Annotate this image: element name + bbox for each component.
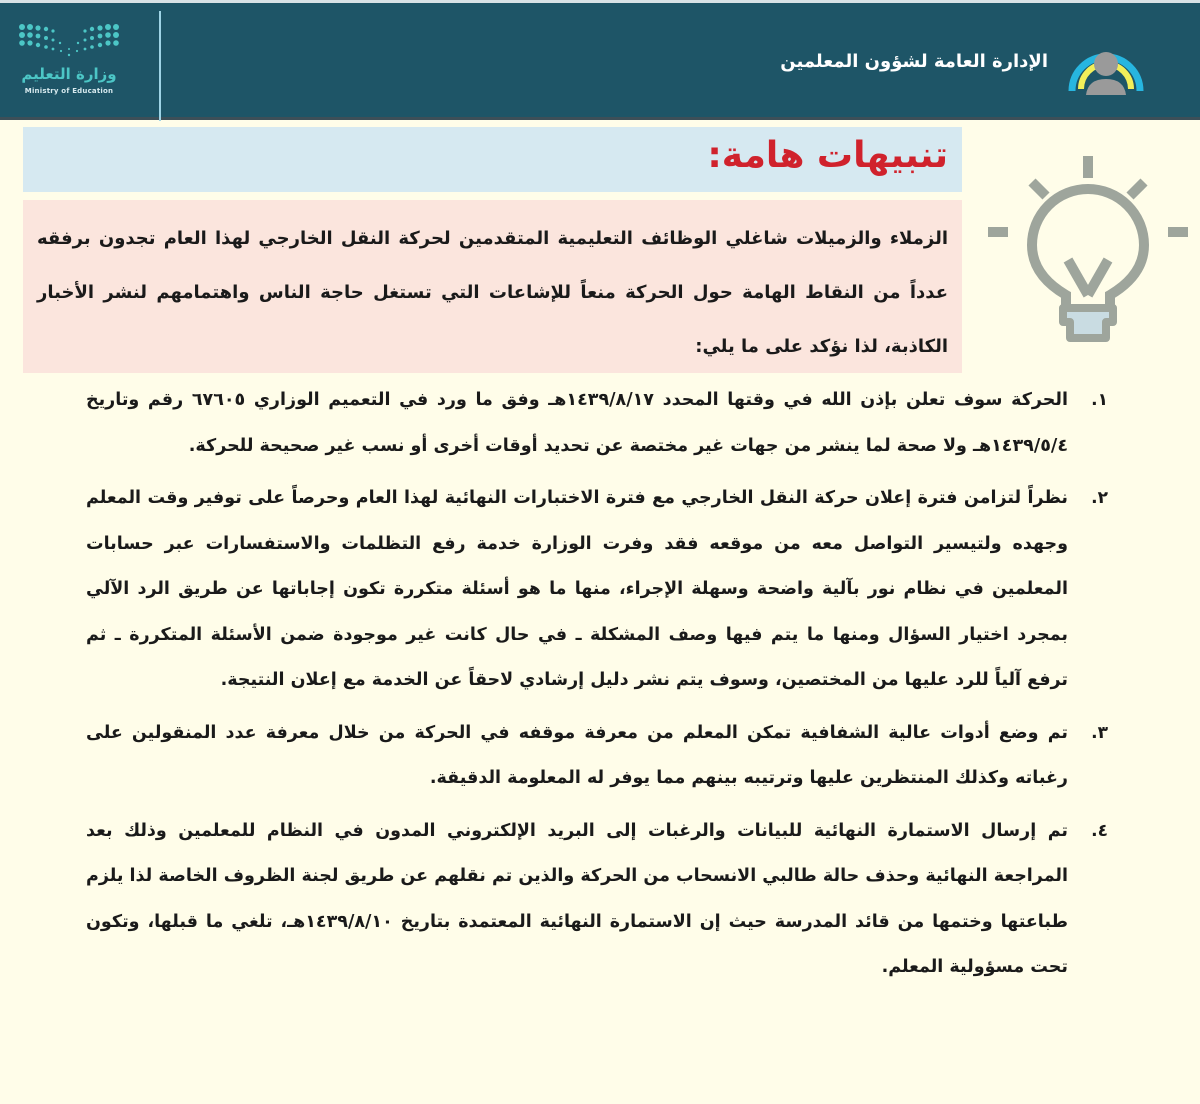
header-divider xyxy=(159,11,161,121)
ministry-logo-dots-icon xyxy=(18,21,120,61)
teacher-affairs-logo-icon xyxy=(1066,29,1146,101)
notice-intro-text: الزملاء والزميلات شاغلي الوظائف التعليمية المتقدمين لحركة النقل الخارجي لهذا العام تجدون برفقه عدداً من النقاط الهامة حول الحركة منعاً للإشاعات التي تستغل حاجة الناس واهتمامهم لنشر الأخبار الكاذبة، لذا نؤكد على ما يلي: xyxy=(37,228,948,357)
point-number: ٢. xyxy=(1091,488,1108,508)
notice-intro-box xyxy=(23,200,962,373)
notice-title-box xyxy=(23,127,962,192)
notice-points-list xyxy=(86,378,1108,991)
notice-point xyxy=(86,378,1108,469)
point-number: ١. xyxy=(1091,390,1108,410)
notice-point xyxy=(86,476,1108,704)
point-text: تم وضع أدوات عالية الشفافية تمكن المعلم من معرفة موقفه في الحركة من خلال معرفة عدد المنقولين على رغباته وكذلك المنتظرين عليها وترتيبه بينهم مما يوفر له المعلومة الدقيقة. xyxy=(86,722,1068,788)
notice-point xyxy=(86,711,1108,802)
point-text: الحركة سوف تعلن بإذن الله في وقتها المحدد ١٤٣٩/٨/١٧هـ وفق ما ورد في التعميم الوزاري ٦٧٦٠٥ رقم وتاريخ ١٤٣٩/٥/٤هـ ولا صحة لما ينشر من جهات غير مختصة عن تحديد أوقات أخرى أو نسب غير صحيحة للحركة. xyxy=(86,390,1068,456)
notice-point xyxy=(86,809,1108,991)
ministry-of-education-logo xyxy=(14,21,124,101)
lightbulb-icon xyxy=(988,150,1188,360)
notice-title: تنبيهات هامة: xyxy=(707,135,948,176)
department-title: الإدارة العامة لشؤون المعلمين xyxy=(780,51,1048,72)
point-text: نظراً لتزامن فترة إعلان حركة النقل الخارجي مع فترة الاختبارات النهائية لهذا العام وحرصاً على توفير وقت المعلم وجهده ولتيسير التواصل معه من موقعه فقد وفرت الوزارة خدمة رفع التظلمات والاستفسارات عبر حسابات المعلمين في نظام نور بآلية واضحة وسهلة الإجراء، منها ما هو أسئلة متكررة تكون إجاباتها عن طريق الرد الآلي بمجرد اختيار السؤال ومنها ما يتم فيها وصف المشكلة ـ في حال كانت غير موجودة ضمن الأسئلة المتكررة ـ ثم ترفع آلياً للرد عليها من المختصين، وسوف يتم نشر دليل إرشادي لاحقاً عن الخدمة مع إعلان النتيجة. xyxy=(86,488,1068,690)
point-text: تم إرسال الاستمارة النهائية للبيانات والرغبات إلى البريد الإلكتروني المدون في النظام للمعلمين وذلك بعد المراجعة النهائية وحذف حالة طالبي الانسحاب من الحركة والذين تم نقلهم عن طريق لجنة الظروف الخاصة لذا يلزم طباعتها وختمها من قائد المدرسة حيث إن الاستمارة النهائية المعتمدة بتاريخ ١٤٣٩/٨/١٠هـ، تلغي ما قبلها، وتكون تحت مسؤولية المعلم. xyxy=(86,820,1069,977)
point-number: ٣. xyxy=(1091,722,1108,743)
ministry-logo-english: Ministry of Education xyxy=(24,87,114,95)
point-number: ٤. xyxy=(1091,820,1108,841)
page-header xyxy=(0,0,1200,120)
ministry-logo-arabic: وزارة التعليم xyxy=(21,65,117,83)
